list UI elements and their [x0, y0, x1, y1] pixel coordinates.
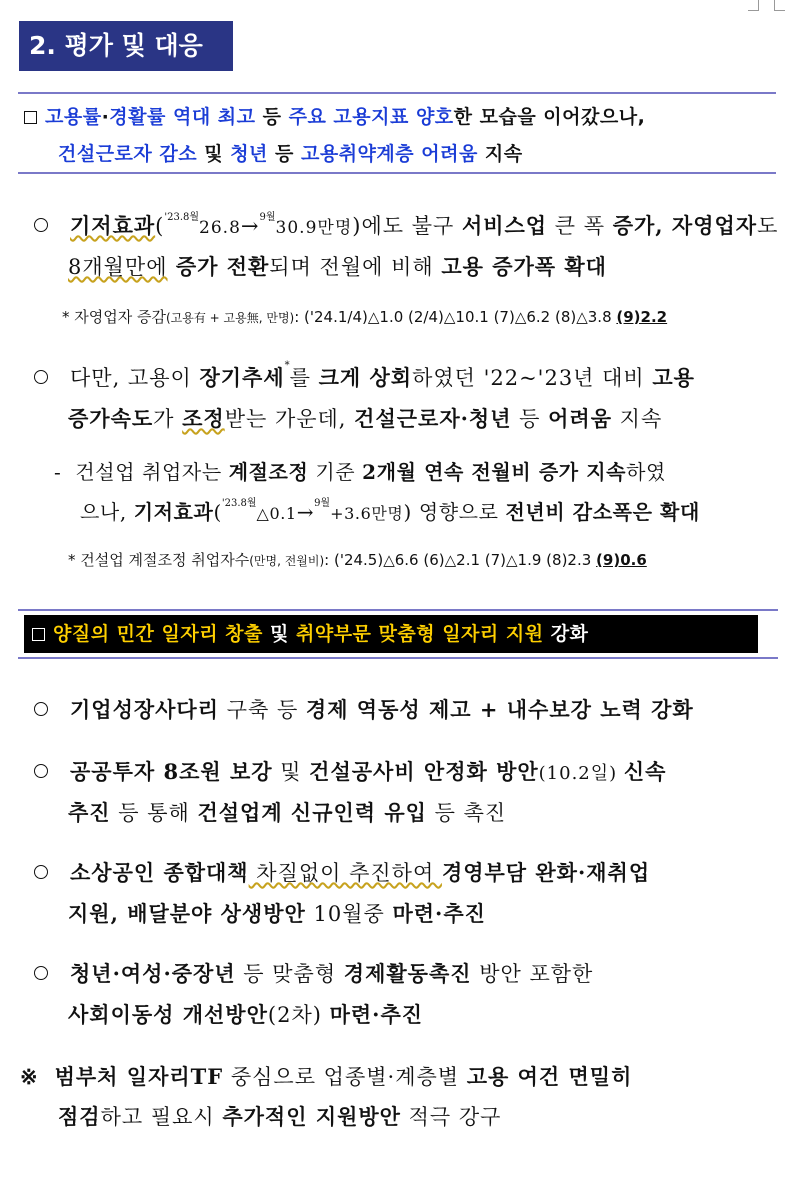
text: 건설업 취업자는 — [75, 460, 229, 484]
circle-bullet-icon — [34, 702, 48, 716]
text: 기준 — [308, 460, 363, 484]
asterisk: * — [284, 360, 290, 371]
superscript: 9월 — [314, 498, 331, 509]
footnote-text: * 자영업자 증감 — [62, 308, 166, 326]
dash-bullet: - — [54, 460, 62, 484]
paragraph-2-line-1 — [34, 362, 695, 392]
text: 2개월 연속 전월비 증가 지속 — [362, 460, 627, 484]
heading-bar-2 — [18, 609, 778, 659]
text: 사회이동성 개선방안 — [68, 1002, 268, 1027]
heading-segment: 경활률 — [109, 106, 166, 128]
circle-bullet-icon — [34, 966, 48, 980]
text: 방안 포함한 — [471, 962, 594, 986]
policy-item-2-line-1 — [34, 756, 666, 786]
text: 및 — [272, 760, 310, 784]
text: 를 — [289, 366, 319, 390]
value: 30.9만명 — [275, 218, 353, 238]
text: 어려움 — [548, 406, 612, 431]
text: 건설공사비 안정화 방안 — [309, 759, 539, 784]
text: 등 통해 — [110, 801, 198, 825]
paragraph-2-line-2 — [68, 403, 662, 433]
text: 10월중 — [305, 902, 393, 926]
heading-segment: 한 모습을 이어갔으나, — [453, 106, 646, 128]
summary-heading-text-1 — [45, 106, 645, 128]
text: 경제활동촉진 — [343, 961, 472, 986]
text: 추진 — [68, 800, 111, 825]
paragraph-1-line-2 — [68, 251, 607, 281]
heading-segment: 등 — [262, 106, 289, 128]
text: 지원, 배달분야 상생방안 — [68, 901, 306, 926]
text: 영향으로 — [411, 500, 506, 524]
text: 고용 여건 면밀히 — [466, 1064, 633, 1089]
heading-segment: 고용취약계층 어려움 — [301, 143, 478, 165]
policy-item-3-line-2 — [68, 898, 486, 928]
text: 추가적인 지원방안 — [222, 1104, 401, 1129]
footnote-highlight: (9)2.2 — [616, 308, 668, 326]
text: 적극 강구 — [400, 1105, 502, 1129]
text: 가 — [153, 407, 183, 431]
text: 에도 불구 — [361, 214, 462, 238]
heading-segment: 건설근로자 감소 — [58, 143, 198, 165]
footnote-unit: (만명, 전월비) — [249, 554, 325, 568]
checkbox-icon — [32, 628, 45, 641]
reference-note-line-1 — [20, 1061, 632, 1091]
text: 서비스업 — [461, 213, 548, 238]
paragraph-1-line-1: 기저효과($^{'23.8월}$26.8→$^{9월}$30.9만명)에도 불구 서비스업 큰 폭 증가, 자영업자도 — [34, 210, 778, 240]
circle-bullet-icon — [34, 764, 48, 778]
text: 전년비 감소폭은 확대 — [505, 500, 700, 524]
text: 구축 등 — [219, 698, 306, 722]
footnote-unit: (고용有 + 고용無, 만명) — [165, 311, 295, 325]
page-corner-mark-right — [774, 0, 785, 11]
footnote-text: : ('24.1/4)△1.0 (2/4)△10.1 (7)△6.2 (8)△3.8 — [294, 308, 617, 326]
text: 증가속도 — [68, 406, 154, 431]
text: 지속 — [611, 407, 663, 431]
text: 되며 전월에 비해 — [269, 255, 442, 279]
text: 청년·여성·중장년 — [70, 961, 236, 986]
text: 장기추세 — [199, 365, 285, 390]
heading-bar-2-fill — [24, 615, 758, 653]
text: 증가 전환 — [167, 254, 270, 279]
heading-segment: 등 — [267, 143, 301, 165]
text: 8개월만에 — [68, 255, 168, 279]
text: 크게 상회 — [318, 365, 413, 390]
text: 하였던 '22~'23년 대비 — [412, 366, 653, 390]
text: 공공투자 8조원 보강 — [70, 759, 273, 784]
reference-note-line-2 — [58, 1101, 501, 1131]
heading-segment: 고용률 — [45, 106, 102, 128]
heading-segment: 청년 — [230, 143, 268, 165]
text: 범부처 일자리TF — [54, 1064, 224, 1089]
text: (10.2일) — [538, 763, 624, 784]
text: 건설근로자·청년 — [354, 406, 512, 431]
reference-mark-icon: ※ — [20, 1064, 39, 1089]
text: 건설업계 신규인력 유입 — [197, 800, 427, 825]
value: 26.8 — [199, 218, 241, 238]
text: 등 촉진 — [426, 801, 507, 825]
policy-item-1 — [34, 694, 694, 724]
text: 등 맞춤형 — [235, 962, 344, 986]
text: 마련·추진 — [329, 1002, 424, 1027]
superscript: '23.8월 — [221, 498, 257, 509]
heading-segment: 역대 최고 — [165, 106, 263, 128]
heading-highlight: 취약부문 맞춤형 일자리 지원 — [295, 623, 544, 645]
heading-segment: 지속 — [477, 143, 523, 165]
checkbox-icon — [24, 111, 37, 124]
arrow: → — [296, 500, 315, 524]
text: (2차) — [267, 1003, 330, 1027]
text: 기업성장사다리 — [70, 697, 220, 722]
header-rule-top — [18, 92, 776, 94]
text: 하고 필요시 — [100, 1105, 223, 1129]
arrow: → — [240, 214, 260, 238]
policy-item-4-line-2 — [68, 999, 423, 1029]
heading-segment: 주요 고용지표 양호 — [288, 106, 454, 128]
text: 다만, 고용이 — [70, 366, 200, 390]
text: 기저효과 — [70, 213, 156, 238]
heading-text: 및 — [262, 623, 296, 645]
footnote-text: : ('24.5)△6.6 (6)△2.1 (7)△1.9 (8)2.3 — [324, 551, 597, 569]
text: 큰 폭 — [547, 214, 613, 238]
value: △0.1 — [256, 504, 297, 523]
text: 중심으로 업종별·계층별 — [223, 1065, 467, 1089]
text: 기저효과 — [133, 500, 214, 524]
circle-bullet-icon — [34, 865, 48, 879]
text: 점검 — [58, 1104, 101, 1129]
summary-heading-line-2 — [58, 139, 523, 166]
heading-text: 강화 — [543, 623, 589, 645]
text: 증가, 자영업자 — [612, 213, 758, 238]
section-title: 2. 평가 및 대응 — [19, 21, 233, 71]
dash-item-line-1 — [54, 456, 666, 485]
policy-item-3-line-1 — [34, 857, 650, 887]
circle-bullet-icon — [34, 218, 48, 232]
footnote-highlight: (9)0.6 — [596, 551, 647, 569]
text: 소상공인 종합대책 — [70, 860, 249, 885]
footnote-1 — [62, 306, 667, 327]
text: 경제 역동성 제고 + 내수보강 노력 강화 — [305, 697, 694, 722]
text: 조정 — [182, 406, 225, 431]
policy-item-4-line-1 — [34, 958, 593, 988]
summary-heading-text-2 — [58, 143, 523, 165]
text: 등 — [511, 407, 549, 431]
superscript: 9월 — [259, 212, 276, 223]
policy-item-2-line-2 — [68, 797, 506, 827]
footnote-2 — [68, 549, 647, 570]
text: 받는 가운데, — [224, 407, 355, 431]
text: 마련·추진 — [392, 901, 486, 926]
heading-segment: · — [101, 106, 110, 128]
text: 차질없이 추진하여 — [248, 861, 442, 885]
text: 고용 — [652, 365, 695, 390]
page-corner-mark-left — [748, 0, 759, 11]
text: 하였 — [626, 460, 666, 484]
heading-segment: 및 — [197, 143, 231, 165]
circle-bullet-icon — [34, 370, 48, 384]
text: 도 — [757, 214, 779, 238]
dash-item-line-2: 으나, 기저효과($^{'23.8월}$△0.1→$^{9월}$+3.6만명) 영향으로 전년비 감소폭은 확대 — [80, 498, 700, 524]
value: +3.6만명 — [330, 504, 404, 523]
text: 경영부담 완화·재취업 — [441, 860, 651, 885]
footnote-text: * 건설업 계절조정 취업자수 — [68, 551, 250, 569]
text: 계절조정 — [228, 460, 309, 484]
heading-highlight: 양질의 민간 일자리 창출 — [53, 623, 263, 645]
summary-heading-line-1 — [24, 102, 645, 129]
superscript: '23.8월 — [164, 212, 200, 223]
text: 고용 증가폭 확대 — [441, 254, 607, 279]
header-rule-bottom — [18, 172, 776, 174]
text: 신속 — [623, 759, 667, 784]
text: 으나, — [80, 500, 134, 524]
